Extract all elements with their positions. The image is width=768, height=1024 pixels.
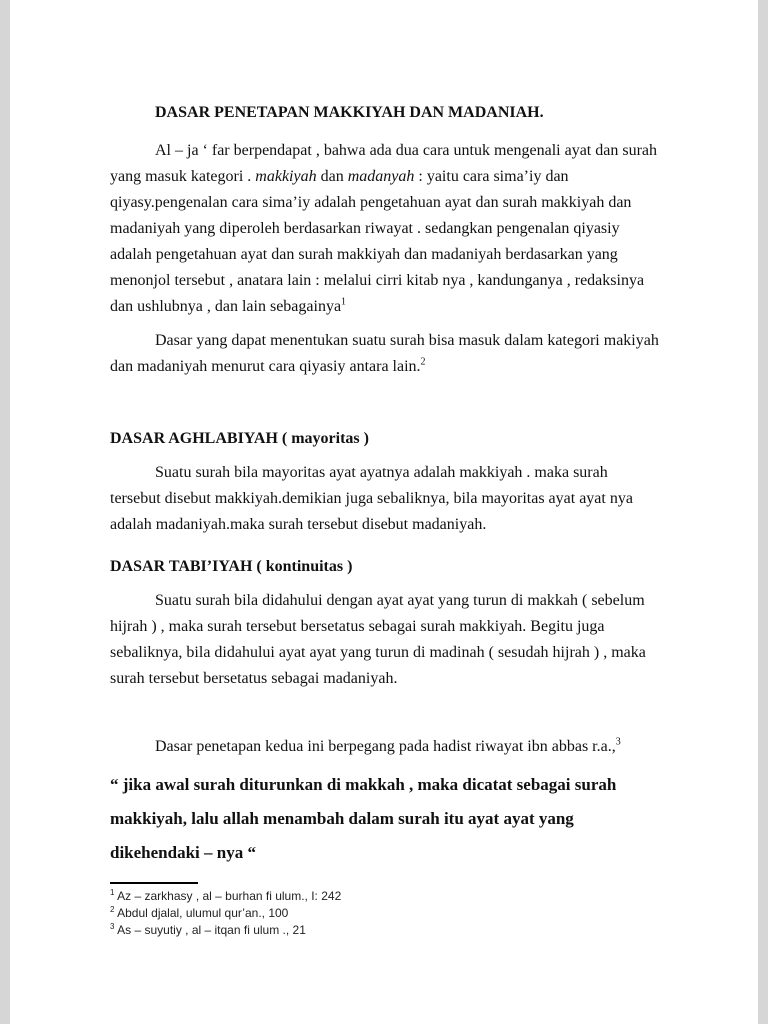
heading-aghlabiyah: DASAR AGHLABIYAH ( mayoritas ) <box>110 430 369 447</box>
footnote-text: As – suyutiy , al – itqan fi ulum ., 21 <box>117 923 306 937</box>
footnote-list <box>110 888 660 939</box>
footnote-text: Abdul djalal, ulumul qur’an., 100 <box>117 906 289 920</box>
paragraph-dasar <box>110 328 660 380</box>
footnote-number: 2 <box>110 905 115 914</box>
footnote-item <box>110 888 660 905</box>
footnote-ref-3: 3 <box>615 736 621 748</box>
footnote-item <box>110 905 660 922</box>
paragraph-hadist-text: Dasar penetapan kedua ini berpegang pada hadist riwayat ibn abbas r.a., <box>155 738 616 755</box>
footnote-ref-2: 2 <box>420 356 426 368</box>
paragraph-tabiiyah: Suatu surah bila didahului dengan ayat ayat yang turun di makkah ( sebelum hijrah ) , maka surah tersebut bersetatus sebagai surah makkiyah. Begitu juga sebaliknya, bila didahului ayat ayat yang turun di madinah ( sesudah hijrah ) , maka surah tersebut bersetatus sebagai madaniyah. <box>110 592 646 687</box>
term-makkiyah: makkiyah <box>255 168 317 185</box>
footnote-text: Az – zarkhasy , al – burhan fi ulum., I: 242 <box>117 889 342 903</box>
footnote-separator <box>110 882 198 884</box>
paragraph-intro-seg3: : yaitu cara sima’iy dan qiyasy.pengenalan cara sima’iy adalah pengetahuan ayat dan surah makkiyah dan madaniyah yang diperoleh berdasarkan riwayat . sedangkan pengenalan qiyasiy adalah pengetahuan ayat dan surah makkiyah dan madaniyah berdasarkan yang menonjol tersebut , anatara lain : melalui cirri kitab nya , kandunganya , redaksinya dan ushlubnya , dan lain sebagainya <box>110 168 645 315</box>
paragraph-intro-seg1: Al – ja ‘ far berpendapat , bahwa ada dua cara untuk mengenali ayat dan surah yang masuk kategori . <box>110 142 657 185</box>
paragraph-hadist <box>110 734 660 760</box>
paragraph-dasar-text: Dasar yang dapat menentukan suatu surah bisa masuk dalam kategori makiyah dan madaniyah menurut cara qiyasiy antara lain. <box>110 332 659 375</box>
term-madanyah: madanyah <box>347 168 415 185</box>
footnote-number: 3 <box>110 922 115 931</box>
paragraph-aghlabiyah: Suatu surah bila mayoritas ayat ayatnya adalah makkiyah . maka surah tersebut disebut makkiyah.demikian juga sebaliknya, bila mayoritas ayat ayat nya adalah madaniyah.maka surah tersebut disebut madaniyah. <box>110 464 633 533</box>
paragraph-intro-seg2: dan <box>316 168 348 185</box>
heading-tabiiyah: DASAR TABI’IYAH ( kontinuitas ) <box>110 558 353 575</box>
footnote-item <box>110 922 660 939</box>
quote-hadist: “ jika awal surah diturunkan di makkah , maka dicatat sebagai surah makkiyah, lalu allah menambah dalam surah itu ayat ayat yang dikehendaki – nya “ <box>110 775 617 862</box>
page-title: DASAR PENETAPAN MAKKIYAH DAN MADANIAH. <box>155 104 544 121</box>
document-page <box>10 0 758 1024</box>
footnote-ref-1: 1 <box>341 296 347 308</box>
paragraph-intro <box>110 138 660 320</box>
footnote-number: 1 <box>110 888 115 897</box>
